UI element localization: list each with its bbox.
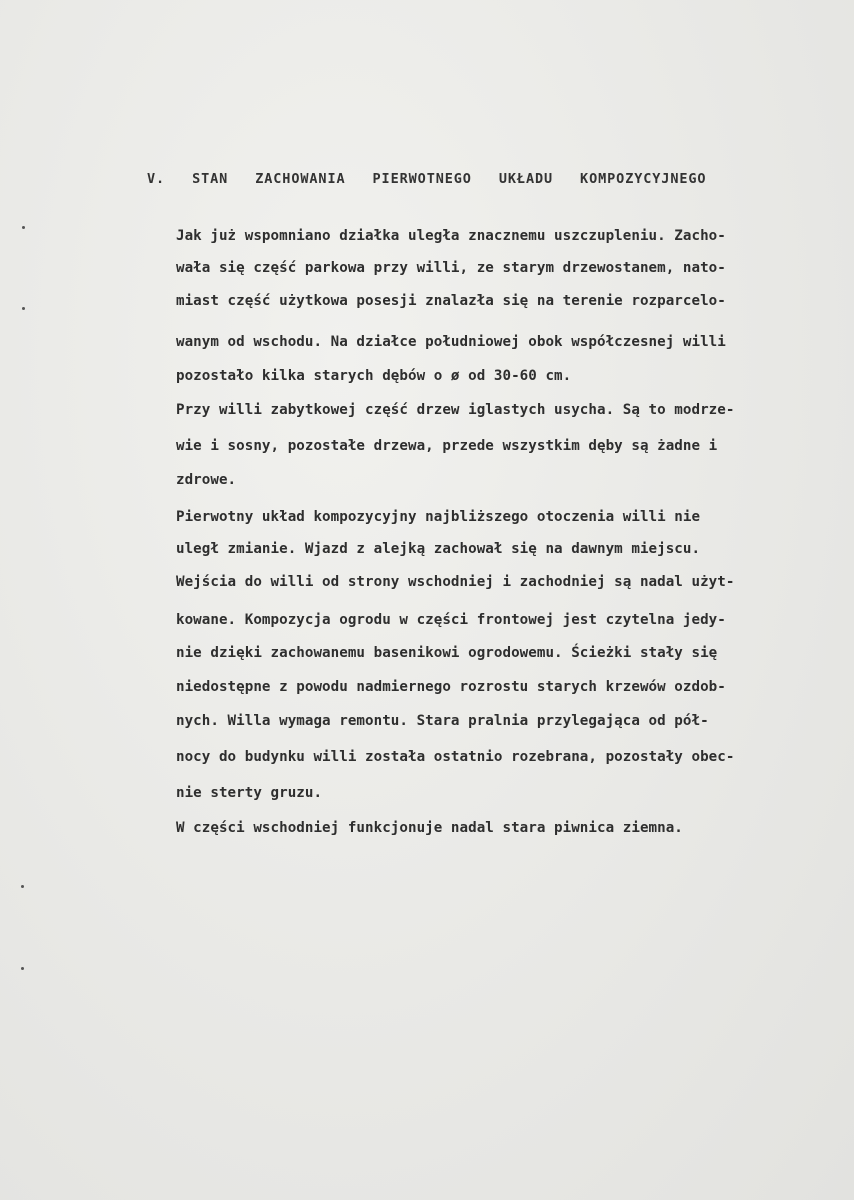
text-line: Przy willi zabytkowej część drzew iglastych usycha. Są to modrze- <box>176 402 735 418</box>
text-line: zdrowe. <box>176 472 237 488</box>
text-line: uległ zmianie. Wjazd z alejką zachował się na dawnym miejscu. <box>176 541 701 557</box>
paper-speck <box>21 885 24 888</box>
text-line: wanym od wschodu. Na działce południowej obok współczesnej willi <box>176 334 726 350</box>
paper-speck <box>21 967 24 970</box>
text-line: nie sterty gruzu. <box>176 785 323 801</box>
text-line: niedostępne z powodu nadmiernego rozrostu starych krzewów ozdob- <box>176 679 726 695</box>
text-line: Wejścia do willi od strony wschodniej i zachodniej są nadal użyt- <box>176 574 735 590</box>
text-line: nocy do budynku willi została ostatnio rozebrana, pozostały obec- <box>176 749 735 765</box>
text-line: kowane. Kompozycja ogrodu w części frontowej jest czytelna jedy- <box>176 612 726 628</box>
text-line: W części wschodniej funkcjonuje nadal stara piwnica ziemna. <box>176 820 683 836</box>
text-line: pozostało kilka starych dębów o ø od 30-60 cm. <box>176 368 572 384</box>
text-line: miast część użytkowa posesji znalazła się na terenie rozparcelo- <box>176 293 726 309</box>
text-line: nie dzięki zachowanemu basenikowi ogrodowemu. Ścieżki stały się <box>176 645 718 661</box>
paper-speck <box>22 226 25 229</box>
text-line: nych. Willa wymaga remontu. Stara pralnia przylegająca od pół- <box>176 713 709 729</box>
section-heading: V. STAN ZACHOWANIA PIERWOTNEGO UKŁADU KOMPOZYCYJNEGO <box>147 171 707 187</box>
text-line: wała się część parkowa przy willi, ze starym drzewostanem, nato- <box>176 260 726 276</box>
text-line: wie i sosny, pozostałe drzewa, przede wszystkim dęby są żadne i <box>176 438 718 454</box>
text-line: Pierwotny układ kompozycyjny najbliższego otoczenia willi nie <box>176 509 701 525</box>
text-line: Jak już wspomniano działka uległa znacznemu uszczupleniu. Zacho- <box>176 228 726 244</box>
paper-speck <box>22 307 25 310</box>
